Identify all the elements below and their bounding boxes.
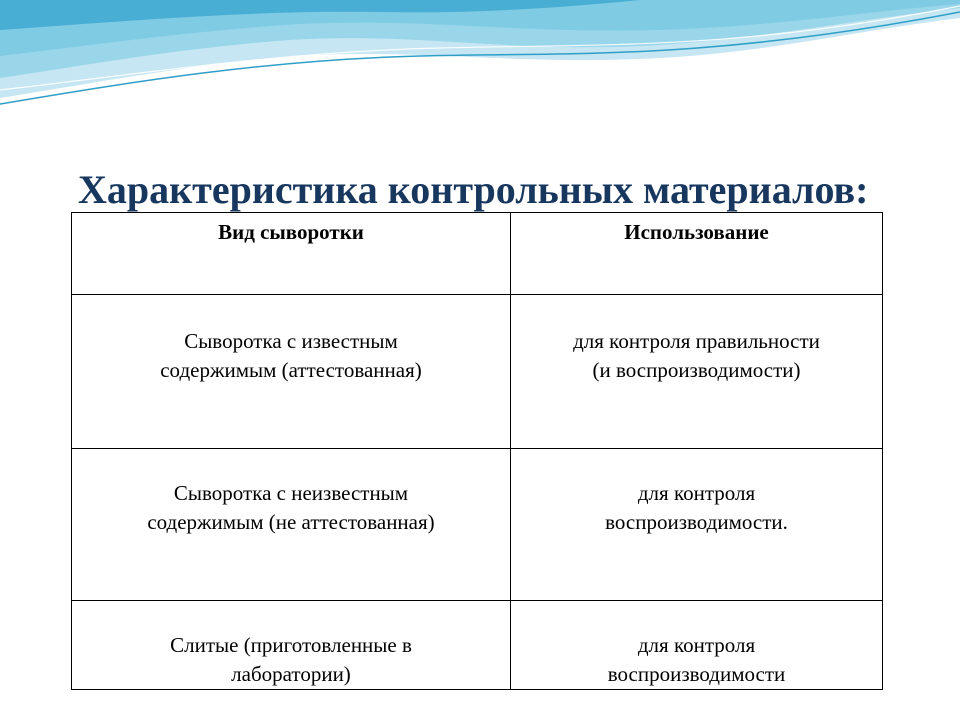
usage-cell [511, 449, 883, 601]
table-row [72, 601, 883, 690]
cell-line: содержимым (аттестованная) [160, 358, 422, 382]
cell-line: воспроизводимости. [605, 510, 788, 534]
control-materials-table [71, 212, 883, 690]
cell-line: воспроизводимости [607, 662, 786, 686]
cell-line: для контроля правильности [573, 329, 820, 353]
usage-cell [511, 601, 883, 690]
cell-line: для контроля [637, 633, 756, 657]
table-row [72, 449, 883, 601]
slide-title: Характеристика контрольных материалов: [78, 167, 869, 212]
serum-type-cell [72, 601, 511, 690]
cell-line: (и воспроизводимости) [592, 358, 801, 382]
header-usage: Использование [511, 213, 883, 295]
cell-line: Слитые (приготовленные в [170, 633, 412, 657]
serum-type-cell [72, 449, 511, 601]
cell-line: для контроля [637, 481, 756, 505]
table-row [72, 295, 883, 449]
table-header-row [72, 213, 883, 295]
header-serum-type: Вид сыворотки [72, 213, 511, 295]
cell-line: содержимым (не аттестованная) [147, 510, 435, 534]
cell-line: лаборатории) [231, 662, 351, 686]
cell-line: Сыворотка с известным [184, 329, 398, 353]
usage-cell [511, 295, 883, 449]
decorative-wave-header [0, 0, 960, 120]
cell-line: Сыворотка с неизвестным [173, 481, 409, 505]
serum-type-cell [72, 295, 511, 449]
